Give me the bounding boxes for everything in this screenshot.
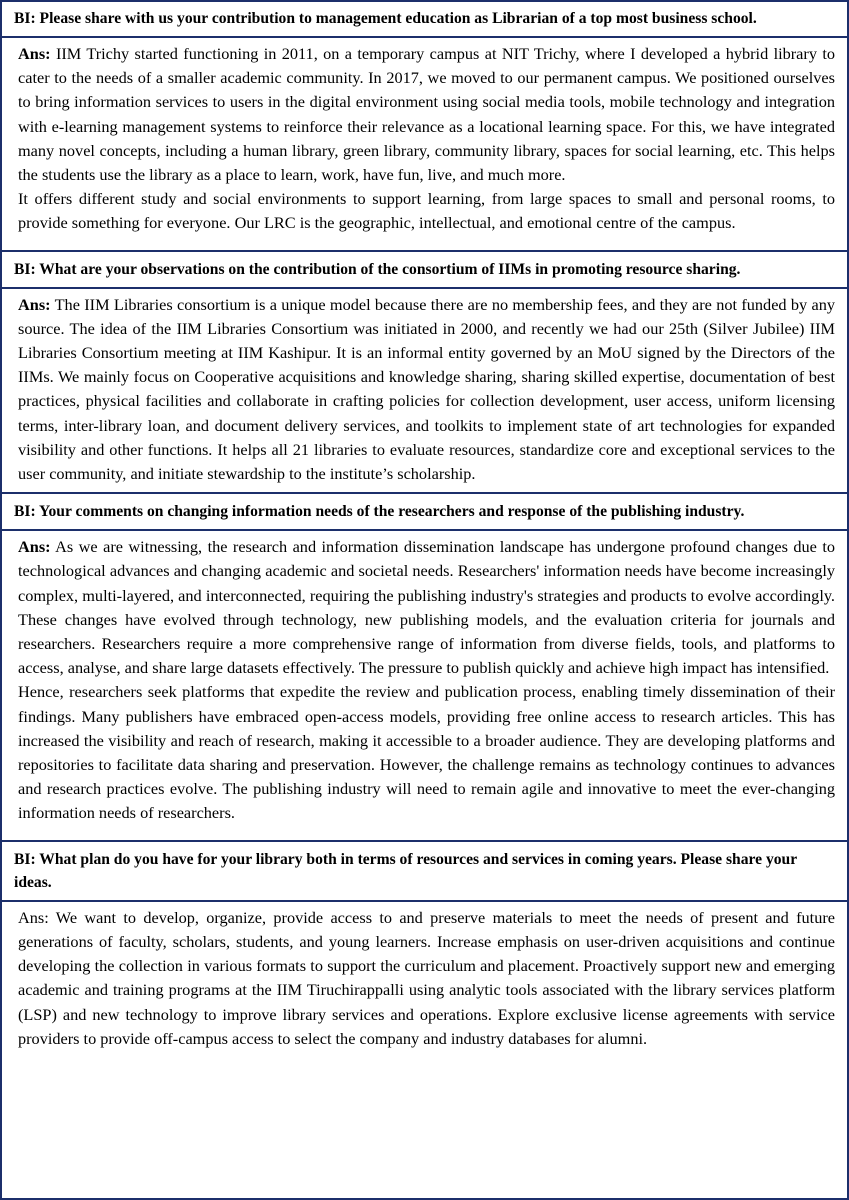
answer-1 <box>2 38 847 242</box>
question-4: BI: What plan do you have for your library both in terms of resources and services in coming years. Please share your ideas. <box>2 840 847 902</box>
answer-2-paragraph-1 <box>18 293 835 487</box>
interview-page <box>2 2 847 1198</box>
answer-1-paragraph-1 <box>18 42 835 187</box>
answer-text: The IIM Libraries consortium is a unique model because there are no membership fees, and they are not funded by any source. The idea of the IIM Libraries Consortium was initiated in 2000, and recently we had our 25th (Silver Jubilee) IIM Libraries Consortium meeting at IIM Kashipur. It is an informal entity governed by an MoU signed by the Directors of the IIMs. We mainly focus on Cooperative acquisitions and knowledge sharing, sharing skilled expertise, documentation of best practices, physical facilities and collaborate in crafting policies for collection development, user access, uniform licensing terms, inter-library loan, and document delivery services, and toolkits to implement state of art technologies for expanded visibility and other functions. It helps all 21 libraries to evaluate resources, standardize core and exceptional services to the user community, and initiate stewardship to the institute’s scholarship. <box>18 294 835 484</box>
qa-block-3 <box>2 492 847 839</box>
answer-3 <box>2 531 847 831</box>
answer-label: Ans: <box>18 907 49 927</box>
answer-1-paragraph-2: It offers different study and social environments to support learning, from large spaces to small and personal rooms, to provide something for everyone. Our LRC is the geographic, intellectual, and emotional centre of the campus. <box>18 189 835 233</box>
qa-block-2 <box>2 250 847 493</box>
answer-label: Ans: <box>18 294 51 314</box>
question-1: BI: Please share with us your contribution to management education as Librarian of a top most business school. <box>2 2 847 38</box>
answer-text: As we are witnessing, the research and information dissemination landscape has undergone profound changes due to technological advances and changing academic and societal needs. Researchers' information needs have become increasingly complex, multi-layered, and interconnected, requiring the publishing industry's strategies and products to evolve accordingly. These changes have evolved through technology, new publishing models, and the evaluation criteria for journals and researchers. Researchers require a more comprehensive range of information from diverse fields, tools, and platforms to access, analyse, and share large datasets effectively. The pressure to publish quickly and achieve high impact has intensified. <box>18 537 835 678</box>
answer-3-paragraph-2: Hence, researchers seek platforms that expedite the review and publication process, enabling timely dissemination of their findings. Many publishers have embraced open-access models, providing free online access to research articles. This has increased the visibility and reach of research, making it accessible to a broader audience. They are developing platforms and repositories to facilitate data sharing and preservation. However, the challenge remains as technology continues to advances and research practices evolve. The publishing industry will need to remain agile and innovative to meet the ever-changing information needs of researchers. <box>18 682 835 823</box>
answer-2 <box>2 289 847 493</box>
answer-label: Ans: <box>18 537 51 557</box>
question-3: BI: Your comments on changing information needs of the researchers and response of the publishing industry. <box>2 492 847 531</box>
answer-3-paragraph-1 <box>18 535 835 680</box>
qa-block-1 <box>2 2 847 250</box>
answer-label: Ans: <box>18 44 51 63</box>
answer-text: IIM Trichy started functioning in 2011, on a temporary campus at NIT Trichy, where I developed a hybrid library to cater to the needs of a smaller academic community. In 2017, we moved to our permanent campus. We positioned ourselves to bring information services to users in the digital environment using social media tools, mobile technology and integration with e-learning management systems to reinforce their relevance as a locational learning space. For this, we have integrated many novel concepts, including a human library, green library, community library, spaces for social learning, etc. This helps the students use the library as a place to learn, work, have fun, live, and much more. <box>18 44 835 185</box>
qa-block-4 <box>2 840 847 1057</box>
question-2: BI: What are your observations on the contribution of the consortium of IIMs in promoting resource sharing. <box>2 250 847 289</box>
answer-4 <box>2 902 847 1057</box>
answer-4-paragraph-1 <box>18 906 835 1051</box>
answer-text: We want to develop, organize, provide access to and preserve materials to meet the needs of present and future generations of faculty, scholars, students, and young learners. Increase emphasis on user-driven acquisitions and continue developing the collection in various formats to support the curriculum and placement. Proactively support new and emerging academic and training programs at the IIM Tiruchirappalli using analytic tools associated with the library services platform (LSP) and new technology to improve library services and operations. Explore exclusive license agreements with service providers to provide off-campus access to select the company and industry databases for alumni. <box>18 907 835 1048</box>
